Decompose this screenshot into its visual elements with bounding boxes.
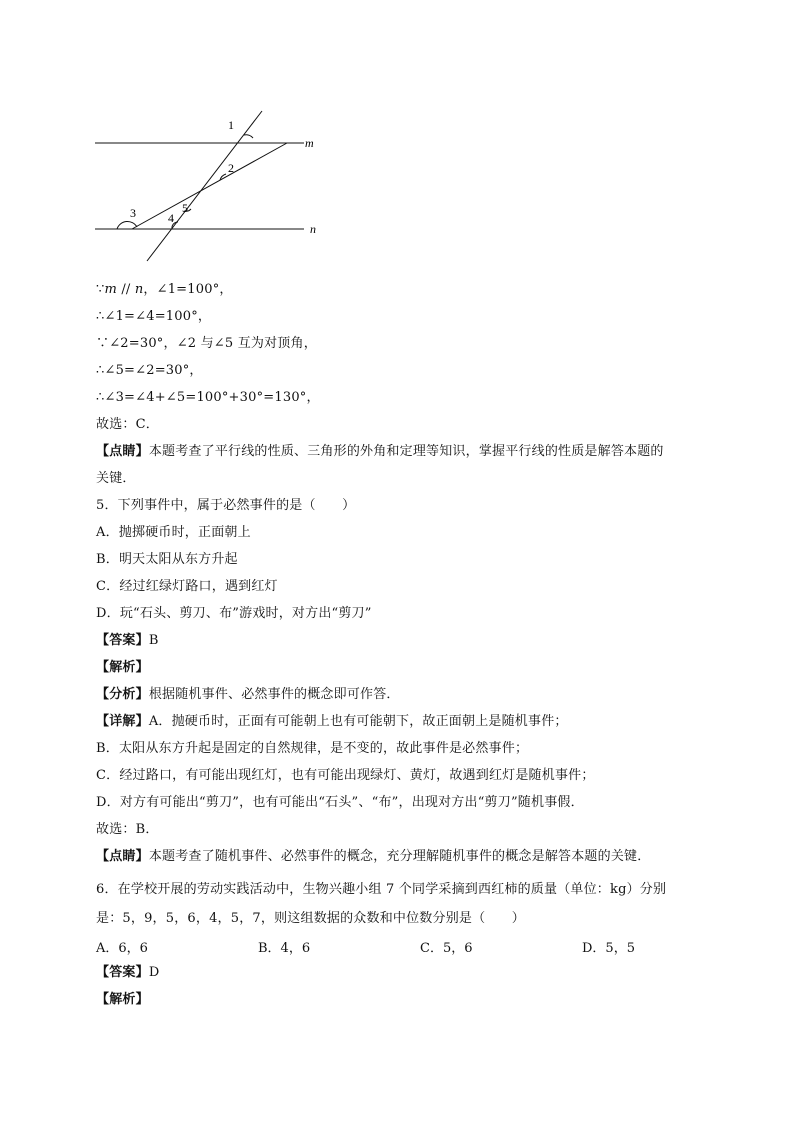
parallel-lines-diagram (90, 105, 330, 267)
q5-analysis-tag: 【解析】 (96, 660, 149, 675)
q5-detail-d: D．对方有可能出“剪刀”，也有可能出“石头”、“布”，出现对方出“剪刀”随机事假． (96, 795, 584, 810)
transversal-line (147, 111, 262, 261)
q5-comment: 【点睛】本题考查了随机事件、必然事件的概念，充分理解随机事件的概念是解答本题的关键． (96, 849, 651, 864)
q5-choice: 故选：B． (96, 822, 159, 837)
q6-stem-line-2: 是：5，9，5，6，4，5，7，则这组数据的众数和中位数分别是（ ） (96, 911, 525, 926)
angle-1-label: 1 (228, 118, 234, 132)
solution-line-3: ∵∠2=30°，∠2 与∠5 互为对顶角， (96, 336, 317, 351)
q6-option-c: C．5，6 (420, 941, 473, 956)
q5-detail-c: C．经过路口，有可能出现红灯，也有可能出现绿灯、黄灯，故遇到红灯是随机事件； (96, 768, 595, 783)
q5-detail-a: 【详解】A．抛硬币时，正面有可能朝上也有可能朝下，故正面朝上是随机事件； (96, 714, 568, 729)
angle-5-label: 5 (182, 201, 188, 215)
solution-line-5: ∴∠3=∠4+∠5=100°+30°=130°， (96, 390, 320, 405)
q5-answer: 【答案】B (96, 633, 159, 648)
q6-option-b: B．4，6 (258, 941, 311, 956)
q5-fenxi: 【分析】根据随机事件、必然事件的概念即可作答． (96, 687, 400, 702)
q5-option-b: B．明天太阳从东方升起 (96, 552, 238, 567)
line-m-label: m (305, 136, 314, 150)
q6-stem-line-1: 6．在学校开展的劳动实践活动中，生物兴趣小组 7 个同学采摘到西红柿的质量（单位：kg）分别 (96, 882, 667, 897)
q6-analysis-tag: 【解析】 (96, 992, 149, 1007)
q4-comment: 【点睛】本题考查了平行线的性质、三角形的外角和定理等知识，掌握平行线的性质是解答本题的 (96, 444, 664, 459)
angle-3-label: 3 (130, 206, 136, 220)
slanted-line (132, 143, 287, 229)
q6-option-a: A．6，6 (96, 941, 148, 956)
angle-2-label: 2 (228, 161, 234, 175)
q5-option-a: A．抛掷硬币时，正面朝上 (96, 525, 251, 540)
solution-choice: 故选：C． (96, 417, 159, 432)
q5-detail-b: B．太阳从东方升起是固定的自然规律，是不变的，故此事件是必然事件； (96, 741, 529, 756)
geometry-figure (90, 105, 330, 267)
solution-line-2: ∴∠1=∠4=100°， (96, 309, 212, 324)
angle-4-label: 4 (168, 211, 174, 225)
angle-1-arc (244, 135, 253, 138)
solution-line-1: ∵m // n，∠1=100°， (96, 282, 233, 297)
q6-option-d: D．5，5 (582, 941, 635, 956)
q5-option-d: D．玩“石头、剪刀、布”游戏时，对方出“剪刀” (96, 606, 372, 621)
line-n-label: n (310, 222, 316, 236)
q4-comment-cont: 关键． (96, 471, 136, 486)
q5-option-c: C．经过红绿灯路口，遇到红灯 (96, 579, 278, 594)
q5-stem: 5．下列事件中，属于必然事件的是（ ） (96, 498, 356, 513)
solution-line-4: ∴∠5=∠2=30°， (96, 363, 203, 378)
q6-answer: 【答案】D (96, 965, 160, 980)
